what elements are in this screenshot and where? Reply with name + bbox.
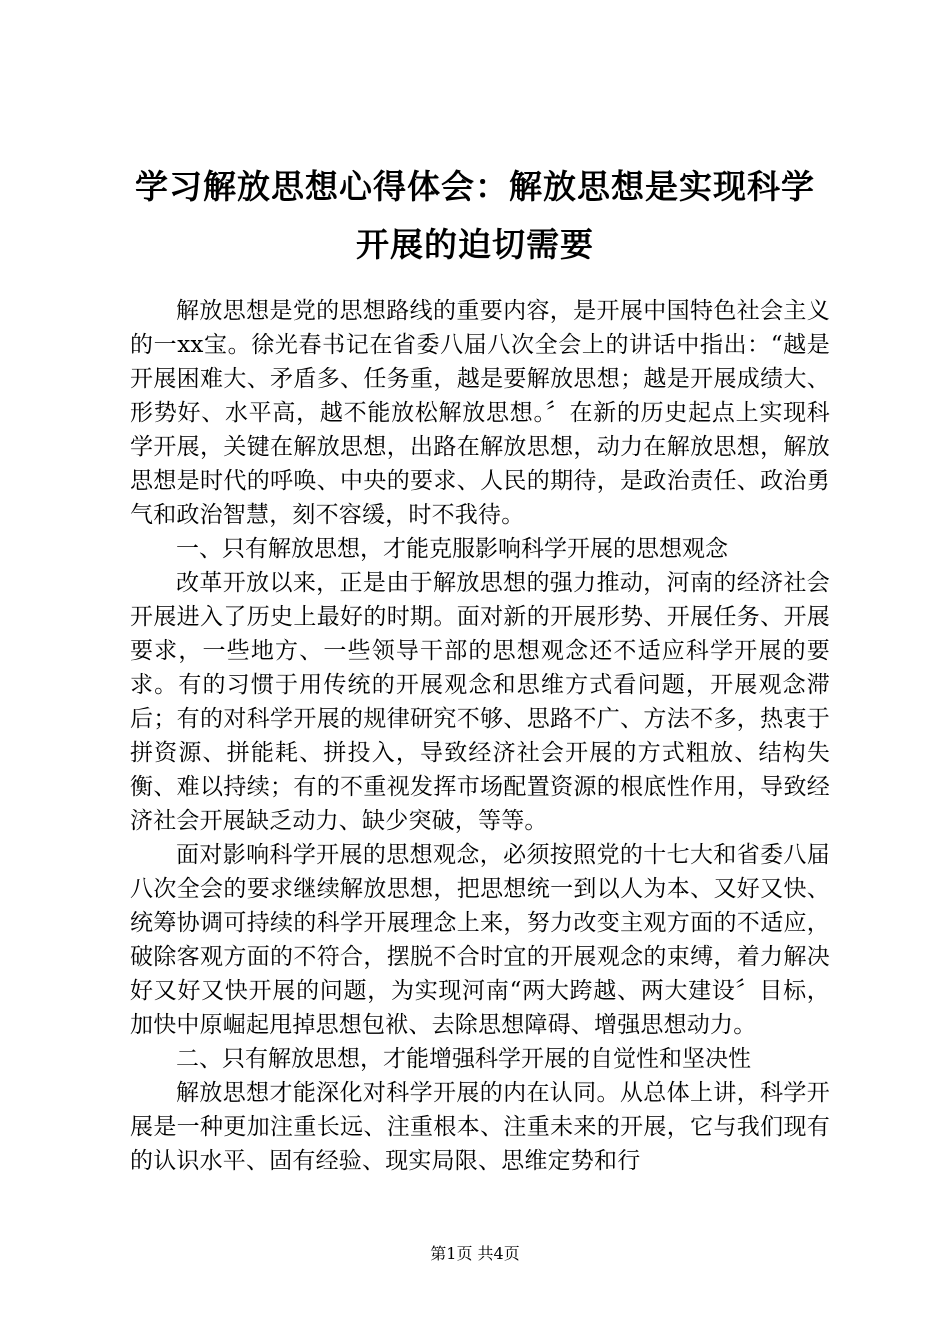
paragraph-section1-a: 改革开放以来，正是由于解放思想的强力推动，河南的经济社会开展进入了历史上最好的时期。面对新的开展形势、开展任务、开展要求，一些地方、一些领导干部的思想观念还不适应科学开展的要求。有的习惯于用传统的开展观念和思维方式看问题，开展观念滞后；有的对科学开展的规律研究不够、思路不广、方法不多，热衷于拼资源、拼能耗、拼投入，导致经济社会开展的方式粗放、结构失衡、难以持续；有的不重视发挥市场配置资源的根底性作用，导致经济社会开展缺乏动力、缺少突破，等等。 <box>130 570 830 834</box>
paragraph-section2-a: 解放思想才能深化对科学开展的内在认同。从总体上讲，科学开展是一种更加注重长远、注重根本、注重未来的开展，它与我们现有的认识水平、固有经验、现实局限、思维定势和行 <box>130 1080 830 1174</box>
page-footer: 第1页 共4页 <box>430 1244 520 1263</box>
section-heading-1: 一、只有解放思想，才能克服影响科学开展的思想观念 <box>176 536 728 562</box>
paragraph-section1-b: 面对影响科学开展的思想观念，必须按照党的十七大和省委八届八次全会的要求继续解放思想，把思想统一到以人为本、又好又快、统筹协调可持续的科学开展理念上来，努力改变主观方面的不适应，破除客观方面的不符合，摆脱不合时宜的开展观念的束缚，着力解决好又好又快开展的问题，为实现河南“两大跨越、两大建设〞目标，加快中原崛起甩掉思想包袱、去除思想障碍、增强思想动力。 <box>130 842 830 1038</box>
section-heading-2: 二、只有解放思想，才能增强科学开展的自觉性和坚决性 <box>176 1046 751 1072</box>
paragraph-intro: 解放思想是党的思想路线的重要内容，是开展中国特色社会主义的一xx宝。徐光春书记在省委八届八次全会上的讲话中指出：“越是开展困难大、矛盾多、任务重，越是要解放思想；越是开展成绩大、形势好、水平高，越不能放松解放思想。〞在新的历史起点上实现科学开展，关键在解放思想，出路在解放思想，动力在解放思想，解放思想是时代的呼唤、中央的要求、人民的期待，是政治责任、政治勇气和政治智慧，刻不容缓，时不我待。 <box>130 298 830 528</box>
document-title: 学习解放思想心得体会：解放思想是实现科学开展的迫切需要 <box>135 167 815 264</box>
document-body <box>130 294 830 1178</box>
